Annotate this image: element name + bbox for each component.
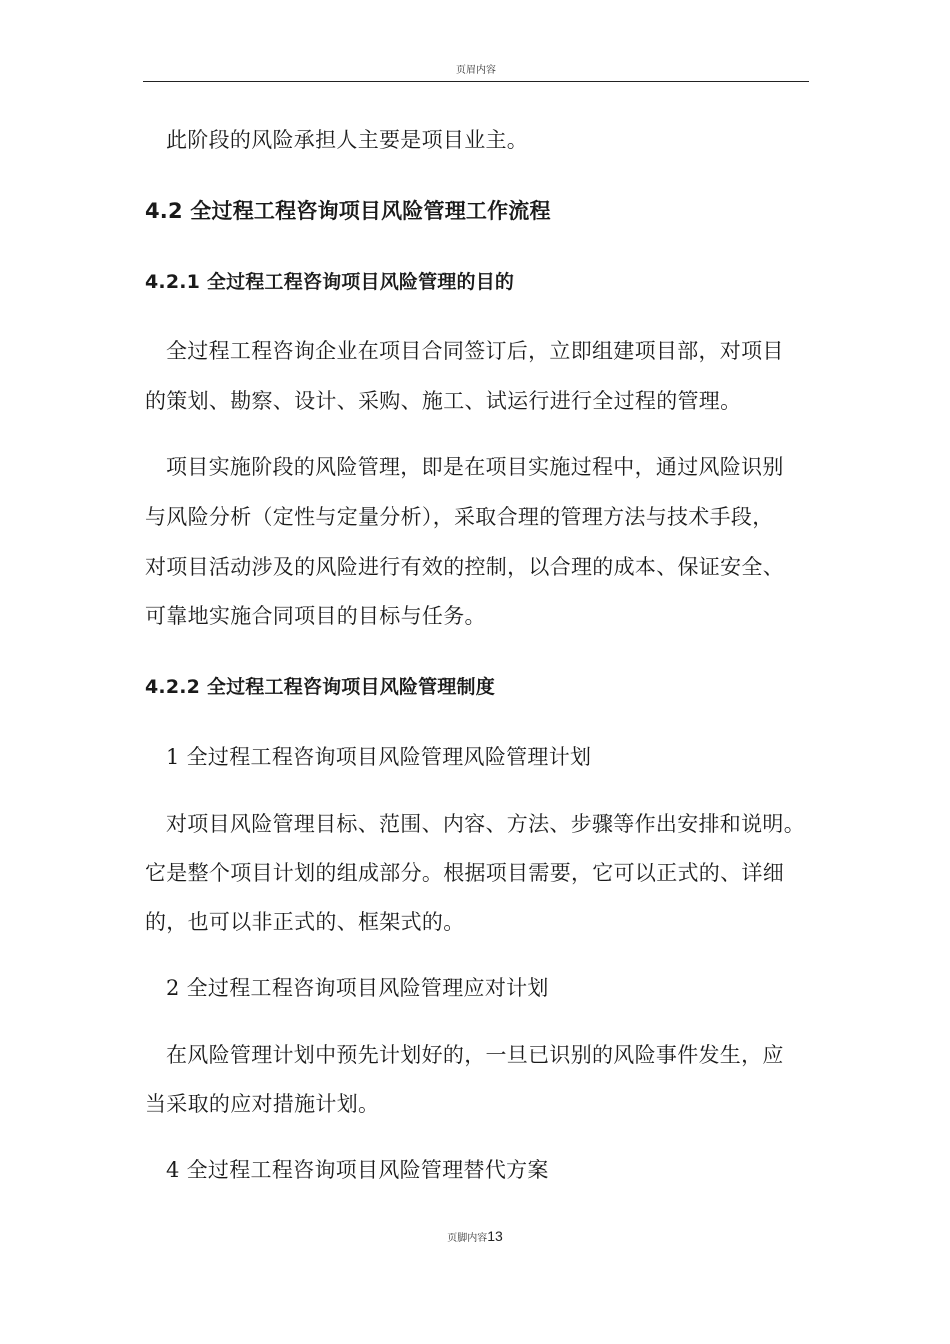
paragraph-line: 与风险分析（定性与定量分析），采取合理的管理方法与技术手段， <box>145 505 774 529</box>
page-footer <box>0 1226 950 1249</box>
list-item-heading: 4 全过程工程咨询项目风险管理替代方案 <box>166 1158 549 1182</box>
paragraph-line: 的策划、勘察、设计、采购、施工、试运行进行全过程的管理。 <box>145 389 742 413</box>
page-number: 13 <box>487 1228 503 1244</box>
paragraph-line: 它是整个项目计划的组成部分。根据项目需要，它可以正式的、详细 <box>145 861 784 885</box>
list-item-heading: 2 全过程工程咨询项目风险管理应对计划 <box>166 976 549 1000</box>
list-item-heading: 1 全过程工程咨询项目风险管理风险管理计划 <box>166 745 592 769</box>
paragraph-line: 全过程工程咨询企业在项目合同签订后，立即组建项目部，对项目 <box>166 339 784 363</box>
paragraph-line: 对项目风险管理目标、范围、内容、方法、步骤等作出安排和说明。 <box>166 812 805 836</box>
footer-label: 页脚内容 <box>447 1233 488 1244</box>
subsection-heading-4-2-2: 4.2.2 全过程工程咨询项目风险管理制度 <box>145 676 495 698</box>
header-divider <box>143 81 809 82</box>
paragraph-line: 在风险管理计划中预先计划好的，一旦已识别的风险事件发生，应 <box>166 1043 784 1067</box>
paragraph-line: 可靠地实施合同项目的目标与任务。 <box>145 604 486 628</box>
subsection-heading-4-2-1: 4.2.1 全过程工程咨询项目风险管理的目的 <box>145 271 515 293</box>
section-heading-4-2: 4.2 全过程工程咨询项目风险管理工作流程 <box>145 199 551 223</box>
paragraph-line: 项目实施阶段的风险管理，即是在项目实施过程中，通过风险识别 <box>166 455 784 479</box>
paragraph-line: 对项目活动涉及的风险进行有效的控制，以合理的成本、保证安全、 <box>145 555 784 579</box>
paragraph-line: 当采取的应对措施计划。 <box>145 1092 380 1116</box>
paragraph-line: 此阶段的风险承担人主要是项目业主。 <box>166 128 529 152</box>
paragraph-line: 的，也可以非正式的、框架式的。 <box>145 910 465 934</box>
page-header: 页眉内容 <box>456 65 496 76</box>
